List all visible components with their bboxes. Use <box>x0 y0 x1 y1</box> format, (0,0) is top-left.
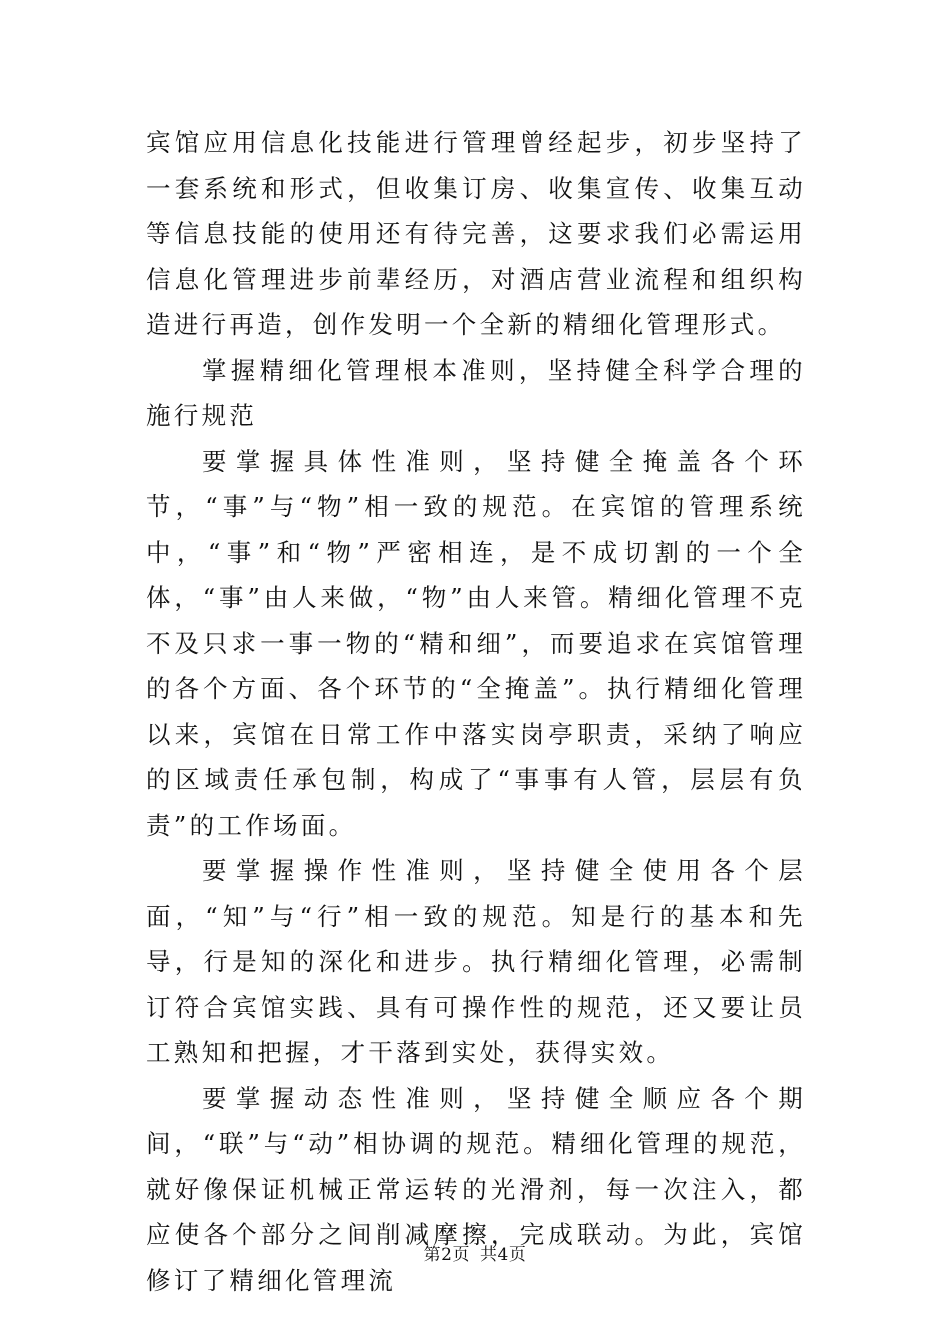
page-number: 第2页 <box>423 1245 470 1265</box>
document-body <box>146 120 806 1303</box>
paragraph: 要掌握动态性准则，坚持健全顺应各个期间，“联”与“动”相协调的规范。精细化管理的规范，就好像保证机械正常运转的光滑剂，每一次注入，都应使各个部分之间削减摩擦，完成联动。为此，宾馆修订了精细化管理流 <box>146 1083 806 1295</box>
paragraph: 宾馆应用信息化技能进行管理曾经起步，初步坚持了一套系统和形式，但收集订房、收集宣传、收集互动等信息技能的使用还有待完善，这要求我们必需运用信息化管理进步前辈经历，对酒店营业流程和组织构造进行再造，创作发明一个全新的精细化管理形式。 <box>146 128 806 339</box>
paragraph: 要掌握具体性准则，坚持健全掩盖各个环节，“事”与“物”相一致的规范。在宾馆的管理系统中，“事”和“物”严密相连，是不成切割的一个全体，“事”由人来做，“物”由人来管。精细化管理不克不及只求一事一物的“精和细”，而要追求在宾馆管理的各个方面、各个环节的“全掩盖”。执行精细化管理以来，宾馆在日常工作中落实岗亭职责，采纳了响应的区域责任承包制，构成了“事事有人管，层层有负责”的工作场面。 <box>146 446 806 840</box>
section-heading: 掌握精细化管理根本准则，坚持健全科学合理的施行规范 <box>146 355 806 430</box>
page-total: 共4页 <box>480 1245 527 1265</box>
page-footer <box>0 1240 950 1265</box>
paragraph: 要掌握操作性准则，坚持健全使用各个层面，“知”与“行”相一致的规范。知是行的基本和先导，行是知的深化和进步。执行精细化管理，必需制订符合宾馆实践、具有可操作性的规范，还又要让员工熟知和把握，才干落到实处，获得实效。 <box>146 856 806 1067</box>
